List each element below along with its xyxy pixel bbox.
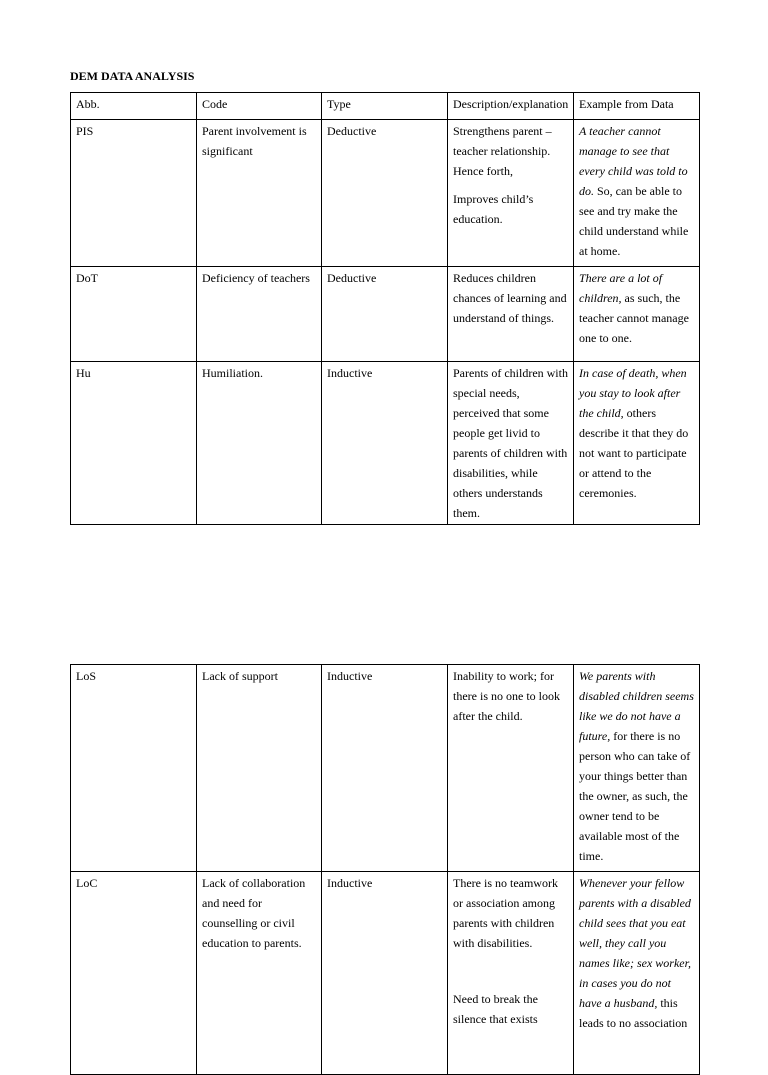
- cell-code: Parent involvement is significant: [197, 120, 322, 267]
- data-analysis-table: [70, 92, 700, 525]
- example-quote: Whenever your fellow parents with a disabled child sees that you eat well, they call you names like; sex worker, in cases you do not have a husband,: [579, 876, 691, 1010]
- table-header-row: [71, 93, 700, 120]
- description-paragraph: Reduces children chances of learning and understand of things.: [453, 271, 567, 325]
- cell-example: [574, 267, 700, 362]
- cell-description: [448, 665, 574, 872]
- header-cell-description: Description/explanation: [448, 93, 574, 120]
- cell-code: Lack of collaboration and need for counselling or civil education to parents.: [197, 872, 322, 1075]
- cell-description: [448, 267, 574, 362]
- data-analysis-table-continued: [70, 664, 700, 1075]
- example-quote: There are a lot of children,: [579, 271, 663, 305]
- header-cell-code: Code: [197, 93, 322, 120]
- example-text: So, can be able to see and try make the child understand while at home.: [579, 184, 689, 258]
- cell-code: Humiliation.: [197, 362, 322, 525]
- cell-example: [574, 120, 700, 267]
- table-row: [71, 665, 700, 872]
- cell-code: Deficiency of teachers: [197, 267, 322, 362]
- cell-abb: LoS: [71, 665, 197, 872]
- example-quote: In case of death, when you stay to look after the child,: [579, 366, 687, 420]
- description-paragraph: Inability to work; for there is no one to look after the child.: [453, 669, 560, 723]
- cell-description: [448, 872, 574, 1075]
- example-text: others describe it that they do not want to participate or attend to the ceremonies.: [579, 406, 689, 500]
- cell-example: [574, 665, 700, 872]
- cell-abb: PIS: [71, 120, 197, 267]
- description-paragraph: Improves child’s education.: [453, 192, 534, 226]
- cell-abb: DoT: [71, 267, 197, 362]
- example-quote: A teacher cannot manage to see that every child was told to do.: [579, 124, 688, 198]
- header-cell-example: Example from Data: [574, 93, 700, 120]
- cell-type: Deductive: [322, 120, 448, 267]
- table-row: [71, 267, 700, 362]
- table-row: [71, 362, 700, 525]
- cell-example: [574, 362, 700, 525]
- cell-abb: Hu: [71, 362, 197, 525]
- example-quote: We parents with disabled children seems like we do not have a future,: [579, 669, 694, 743]
- cell-code: Lack of support: [197, 665, 322, 872]
- table-row: [71, 120, 700, 267]
- example-text: as such, the teacher cannot manage one to one.: [579, 291, 689, 345]
- cell-type: Inductive: [322, 362, 448, 525]
- cell-type: Inductive: [322, 872, 448, 1075]
- description-paragraph: Parents of children with special needs, perceived that some people get livid to parents of children with disabilities, while others understands them.: [453, 366, 568, 520]
- cell-description: [448, 120, 574, 267]
- description-paragraph: Strengthens parent – teacher relationship. Hence forth,: [453, 124, 552, 178]
- document-heading: DEM DATA ANALYSIS: [70, 69, 195, 83]
- header-cell-abb: Abb.: [71, 93, 197, 120]
- cell-type: Inductive: [322, 665, 448, 872]
- description-paragraph: There is no teamwork or association among parents with children with disabilities.: [453, 876, 558, 950]
- cell-description: [448, 362, 574, 525]
- cell-example: [574, 872, 700, 1075]
- example-text: for there is no person who can take of your things better than the owner, as such, the owner tend to be available most of the time.: [579, 729, 691, 863]
- example-text: this leads to no association: [579, 996, 688, 1030]
- table-row: [71, 872, 700, 1075]
- header-cell-type: Type: [322, 93, 448, 120]
- description-paragraph: Need to break the silence that exists: [453, 992, 538, 1026]
- cell-abb: LoC: [71, 872, 197, 1075]
- cell-type: Deductive: [322, 267, 448, 362]
